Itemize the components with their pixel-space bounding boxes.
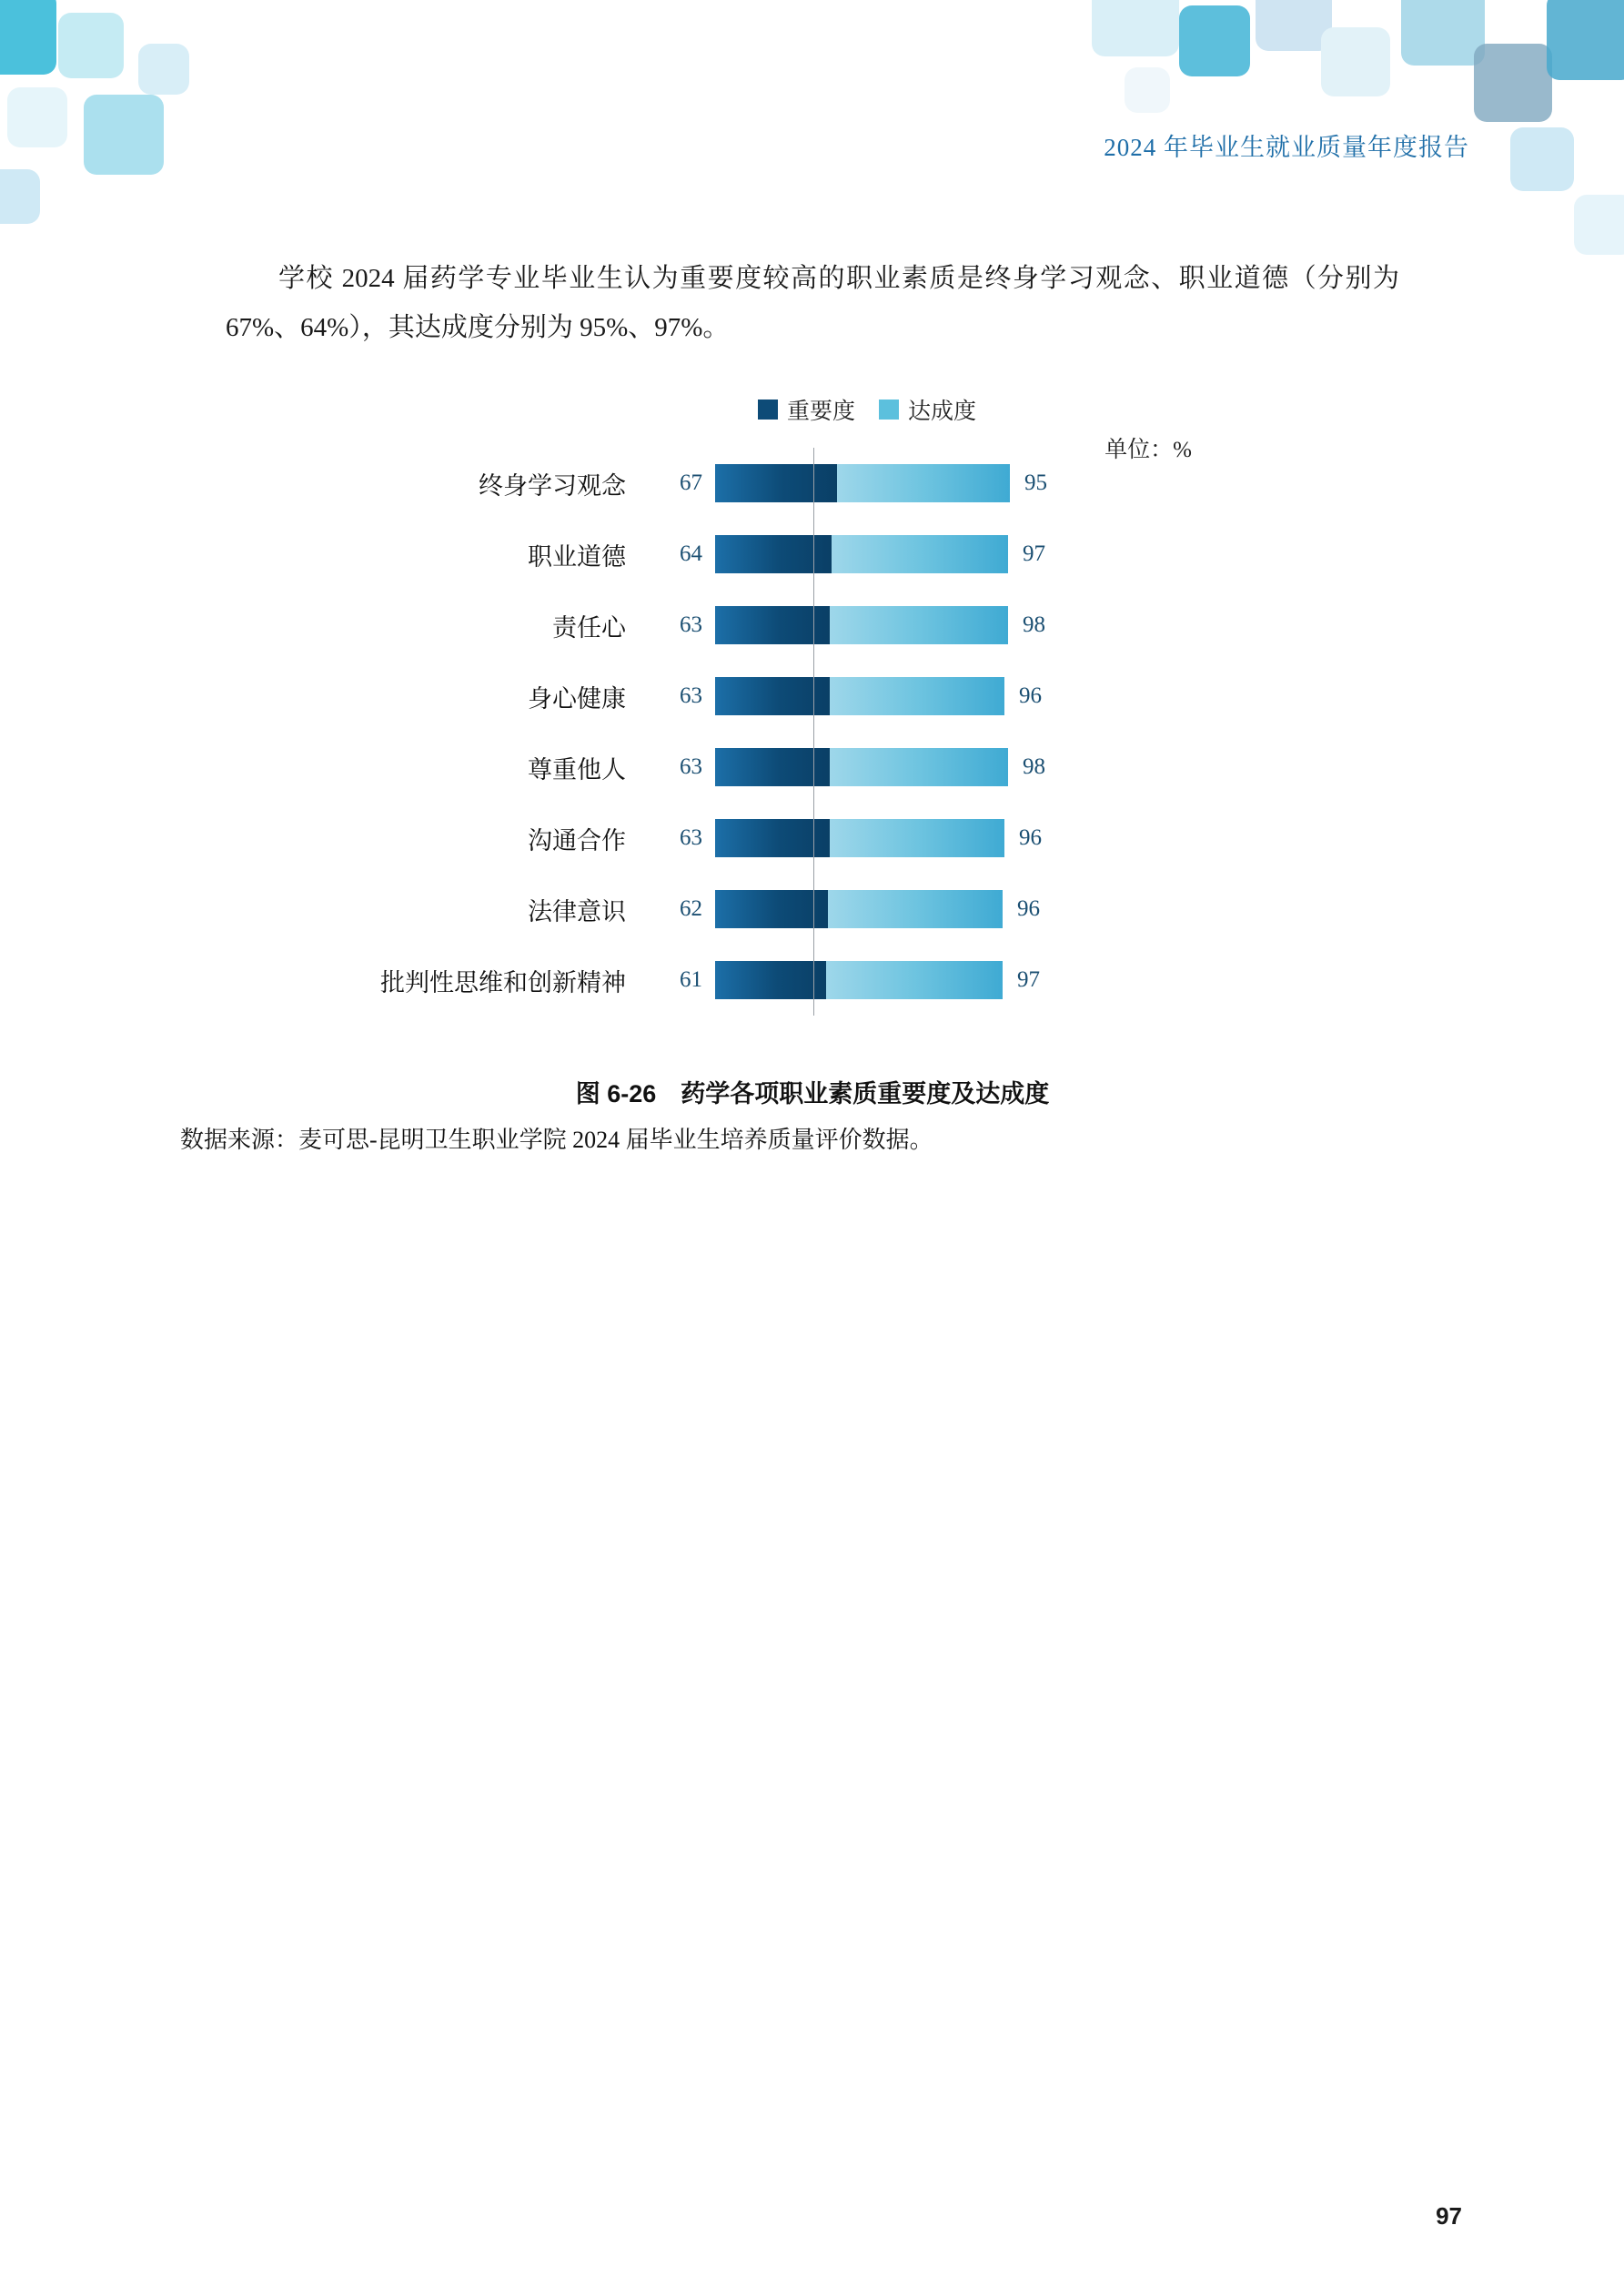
decor-square	[138, 44, 189, 95]
chart-value-achievement: 98	[1023, 612, 1045, 637]
chart-plot-area	[226, 448, 1399, 1016]
figure-caption: 图 6-26 药学各项职业素质重要度及达成度	[575, 1080, 1050, 1108]
chart-value-importance: 63	[680, 683, 702, 708]
legend-item-importance	[758, 393, 855, 426]
page-header-title: 2024 年毕业生就业质量年度报告	[1104, 134, 1469, 161]
chart-bars	[715, 961, 1003, 999]
decor-square	[1321, 27, 1390, 96]
legend-swatch-achievement	[879, 400, 899, 420]
chart-row	[226, 661, 1399, 732]
decor-square	[0, 169, 40, 224]
decor-square	[1510, 127, 1574, 191]
chart-value-importance: 63	[680, 754, 702, 779]
chart-category-label: 职业道德	[528, 542, 626, 571]
legend-swatch-importance	[758, 400, 778, 420]
legend-item-achievement	[879, 393, 976, 426]
decor-square	[1125, 67, 1170, 113]
chart-value-achievement: 95	[1024, 470, 1047, 495]
chart-category-label: 身心健康	[528, 684, 626, 713]
bar-achievement	[830, 606, 1008, 644]
decor-square	[1474, 44, 1552, 122]
decor-square	[7, 87, 67, 147]
decor-square	[1574, 195, 1624, 255]
chart-value-importance: 63	[680, 612, 702, 637]
chart-value-importance: 61	[680, 967, 702, 992]
bar-achievement	[837, 464, 1010, 502]
chart-unit-label: 单位：%	[1105, 438, 1192, 462]
figure-source-note: 数据来源：麦可思-昆明卫生职业学院 2024 届毕业生培养质量评价数据。	[180, 1127, 933, 1153]
chart-row	[226, 732, 1399, 803]
chart-category-label: 终身学习观念	[479, 471, 626, 500]
decor-square	[1547, 0, 1624, 80]
decor-square	[1401, 0, 1485, 66]
chart-value-importance: 63	[680, 825, 702, 850]
chart-container	[226, 391, 1399, 1016]
chart-value-importance: 64	[680, 541, 702, 566]
bar-importance	[715, 961, 826, 999]
chart-value-achievement: 98	[1023, 754, 1045, 779]
bar-achievement	[830, 748, 1008, 786]
bar-achievement	[830, 677, 1004, 715]
chart-bars	[715, 748, 1008, 786]
chart-value-importance: 62	[680, 896, 702, 921]
chart-row	[226, 590, 1399, 661]
chart-category-label: 批判性思维和创新精神	[380, 968, 626, 996]
decor-square	[0, 0, 56, 75]
bar-importance	[715, 464, 837, 502]
chart-bars	[715, 606, 1008, 644]
chart-category-label: 法律意识	[528, 897, 626, 925]
chart-category-label: 尊重他人	[528, 755, 626, 784]
chart-category-label: 沟通合作	[528, 826, 626, 855]
decor-square	[84, 95, 164, 175]
legend-label-achievement: 达成度	[908, 400, 977, 424]
chart-row	[226, 803, 1399, 874]
bar-achievement	[830, 819, 1004, 857]
chart-value-achievement: 97	[1023, 541, 1045, 566]
chart-value-achievement: 96	[1017, 896, 1040, 921]
legend-label-importance: 重要度	[786, 400, 855, 424]
decor-square	[1179, 5, 1250, 76]
chart-value-achievement: 97	[1017, 967, 1040, 992]
chart-value-achievement: 96	[1019, 825, 1042, 850]
bar-achievement	[826, 961, 1003, 999]
chart-row	[226, 874, 1399, 945]
bar-achievement	[828, 890, 1003, 928]
chart-bars	[715, 677, 1004, 715]
bar-importance	[715, 890, 828, 928]
body-paragraph: 学校 2024 届药学专业毕业生认为重要度较高的职业素质是终身学习观念、职业道德（分别为 67%、64%），其达成度分别为 95%、97%。	[226, 264, 1399, 342]
decor-square	[58, 13, 124, 78]
chart-row	[226, 519, 1399, 590]
page-number: 97	[1436, 2202, 1462, 2230]
bar-achievement	[832, 535, 1008, 573]
chart-bars	[715, 535, 1008, 573]
decor-square	[1256, 0, 1332, 51]
chart-bars	[715, 464, 1010, 502]
chart-bars	[715, 819, 1004, 857]
chart-category-label: 责任心	[552, 613, 626, 642]
chart-legend	[335, 391, 1399, 428]
decor-square	[1092, 0, 1179, 56]
chart-bars	[715, 890, 1003, 928]
chart-row	[226, 448, 1399, 519]
chart-center-axis	[813, 448, 814, 1016]
chart-value-importance: 67	[680, 470, 702, 495]
chart-value-achievement: 96	[1019, 683, 1042, 708]
chart-row	[226, 945, 1399, 1016]
